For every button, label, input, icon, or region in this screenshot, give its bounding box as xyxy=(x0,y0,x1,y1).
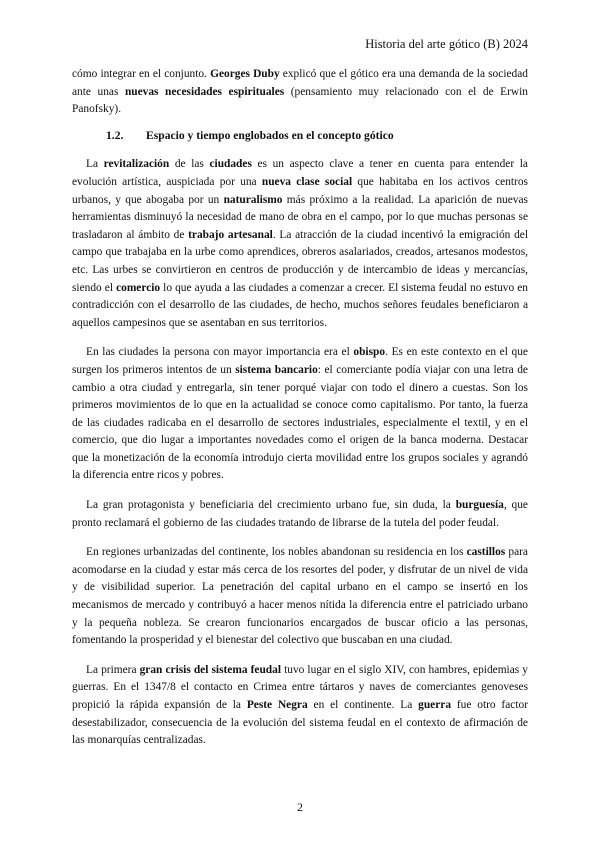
emphasis: naturalismo xyxy=(223,193,283,206)
emphasis: sistema bancario xyxy=(235,363,318,376)
emphasis: Georges Duby xyxy=(210,68,280,80)
text: que habitaba en los activos centros urbanos, y que abogaba por un xyxy=(72,175,528,206)
text: cómo integrar en el conjunto. xyxy=(72,68,211,80)
text: para acomodarse en la ciudad y estar más cerca de los resortes del poder, y disfrutar de un nivel de vida y de visibilidad superior. La penetración del capital urbano en el campo se insertó en los mecanismos de mercado y contribuyó a hacer menos nítida la diferencia entre el patriciado urbano y la pequeña nobleza. Se crearon funcionarios encargados de buscar oficio a las personas, fomentando la prosperidad y el bienestar del colectivo que buscaban en una ciudad. xyxy=(72,546,528,647)
text: : el comerciante podía viajar con una letra de cambio a otra ciudad y entregarla, sin tener porqué viajar con todo el dinero a cuestas. Son los primeros movimientos de lo que en la actualidad se conoce como capitalismo. Por tanto, la fuerza de las ciudades radicaba en el desarrollo de sectores industriales, especialmente el textil, y en el comercio, que dio lugar a importantes novedades como el origen de la banca moderna. Destacar que la monetización de la economía introdujo cierta movilidad entre los grupos sociales y agrandó la diferencia entre ricos y pobres. xyxy=(72,363,528,482)
emphasis: nuevas necesidades espirituales xyxy=(124,85,285,98)
emphasis: Peste Negra xyxy=(246,699,308,711)
paragraph xyxy=(72,66,528,119)
page-content xyxy=(72,66,528,762)
text: de las xyxy=(169,158,210,171)
text: La xyxy=(86,158,104,171)
text: La gran protagonista y beneficiaria del crecimiento urbano fue, sin duda, la xyxy=(86,499,456,512)
emphasis: revitalización xyxy=(103,158,170,171)
text: en el continente. La xyxy=(307,699,419,711)
text: La primera xyxy=(86,663,140,676)
paragraph xyxy=(72,544,528,650)
emphasis: castillos xyxy=(466,546,506,559)
section-title: Espacio y tiempo englobados en el concepto gótico xyxy=(146,128,394,142)
page-number: 2 xyxy=(297,800,303,814)
text: es un aspecto clave a tener en cuenta para entender la evolución artística, auspiciada por una xyxy=(72,158,528,188)
text: , que pronto reclamará el gobierno de las ciudades tratando de librarse de la tutela del poder feudal. xyxy=(72,499,528,529)
text: (pensamiento muy relacionado con el de Erwin Panofsky). xyxy=(72,85,529,116)
text: lo que ayuda a las ciudades a comenzar a crecer. El sistema feudal no estuvo en contradicción con el desarrollo de las ciudades, de hecho, muchos señores feudales beneficiaron a aquellos campesinos que se asentaban en sus territorios. xyxy=(72,281,528,329)
text: . La atracción de la ciudad incentivó la emigración del campo que trabajaba en la urbe como aprendices, obreros asalariados, creados, artesanos modestos, etc. Las urbes se convirtieron en centros de producción y de intercambio de ideas y mercancías, siendo el xyxy=(72,228,528,294)
paragraph xyxy=(72,344,528,485)
text: tuvo lugar en el siglo XIV, con hambres, epidemias y guerras. En el 1347/8 el contacto en Crimea entre tártaros y naves de comerciantes genoveses propició la rápida expansión de la xyxy=(72,663,528,711)
page-header: Historia del arte gótico (B) 2024 xyxy=(365,37,528,51)
text: En las ciudades la persona con mayor importancia era el xyxy=(86,346,354,359)
text: fue otro factor desestabilizador, consecuencia de la evolución del sistema feudal en el contexto de afirmación de las monarquías centralizadas. xyxy=(72,699,528,747)
emphasis: guerra xyxy=(418,699,452,711)
paragraph xyxy=(72,497,528,532)
section-number: 1.2. xyxy=(106,128,124,142)
emphasis: nueva clase social xyxy=(261,175,353,188)
text: En regiones urbanizadas del continente, los nobles abandonan su residencia en los xyxy=(86,546,467,559)
paragraph xyxy=(72,156,528,332)
text: . Es en este contexto en el que surgen los primeros intentos de un xyxy=(72,346,528,376)
paragraph xyxy=(72,662,528,750)
emphasis: trabajo artesanal xyxy=(188,228,273,241)
section-heading xyxy=(106,127,528,145)
emphasis: gran crisis del sistema feudal xyxy=(139,663,282,676)
emphasis: ciudades xyxy=(209,158,252,171)
text: más próximo a la realidad. La aparición de nuevas herramientas disminuyó la necesidad de mano de obra en el campo, por lo que muchas personas se trasladaron al ámbito de xyxy=(72,193,528,241)
emphasis: obispo xyxy=(353,346,386,359)
text: explicó que el gótico era una demanda de la sociedad ante unas xyxy=(72,68,528,98)
emphasis: comercio xyxy=(116,281,161,294)
emphasis: burguesía xyxy=(455,499,504,512)
